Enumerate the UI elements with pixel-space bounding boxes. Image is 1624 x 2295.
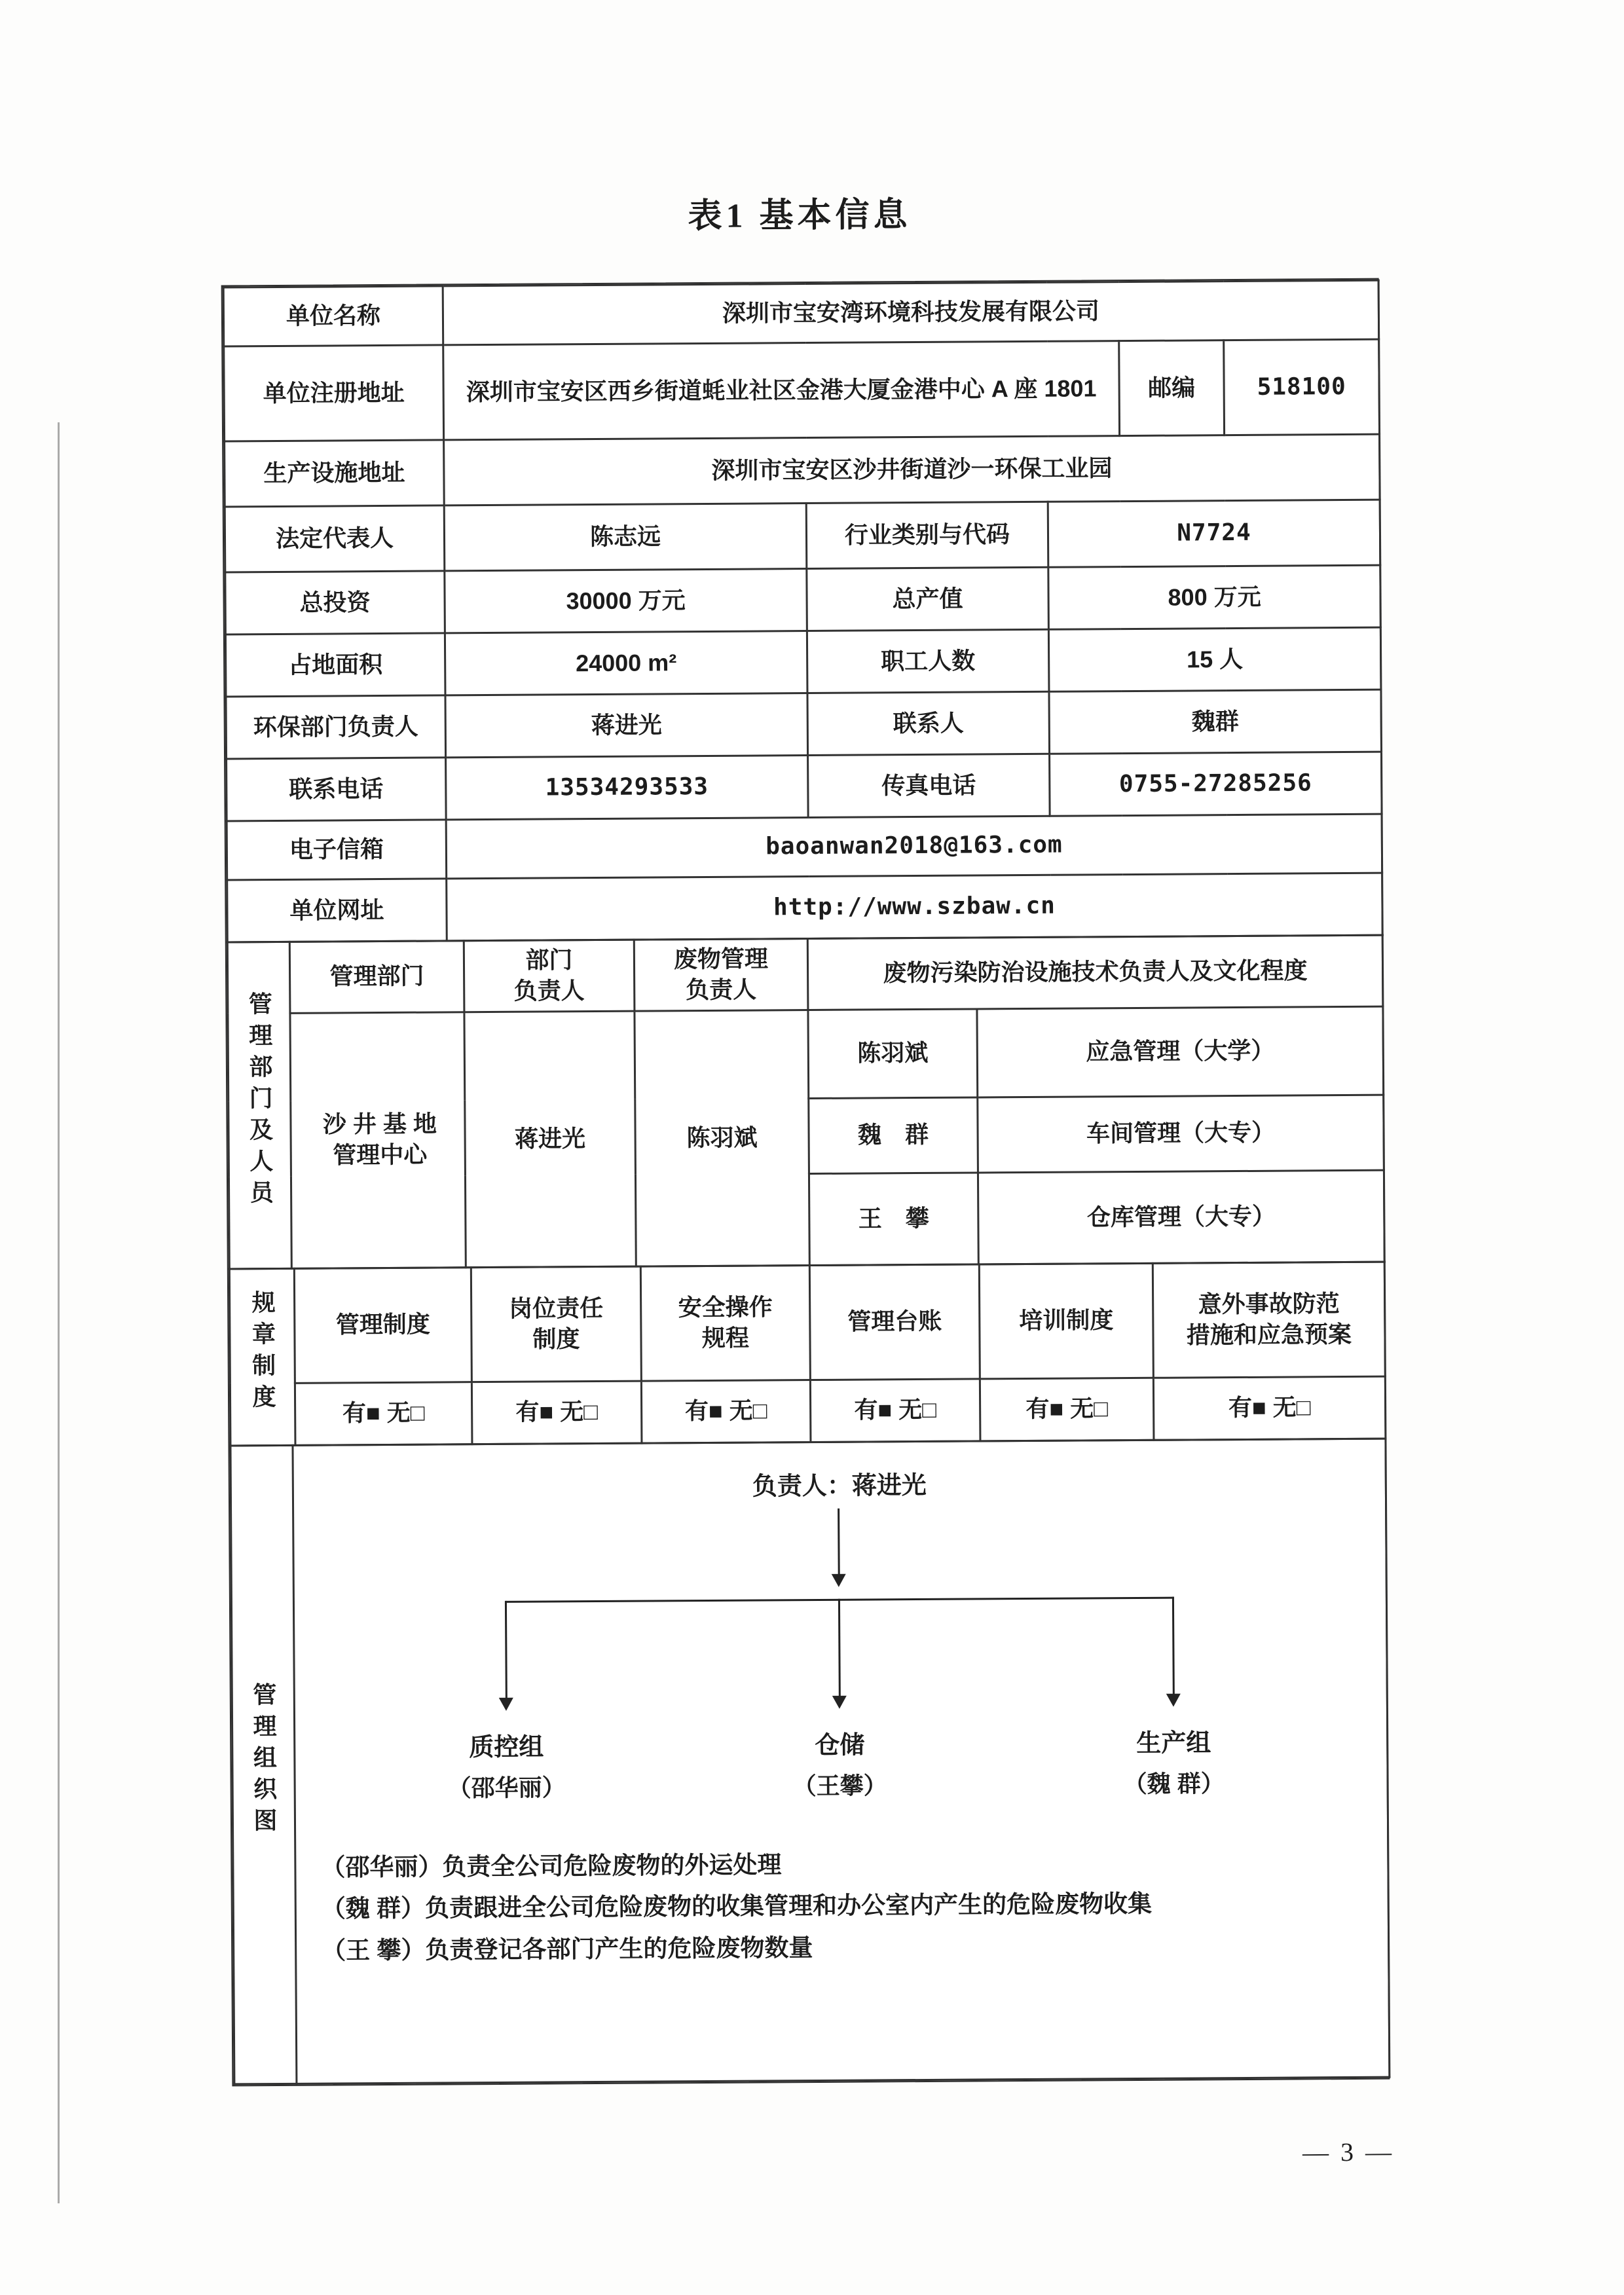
website-label: 单位网址 <box>227 879 447 942</box>
email-label: 电子信箱 <box>227 820 447 880</box>
col-waste-head-line1: 废物管理 <box>673 945 769 973</box>
investment-value: 30000 万元 <box>445 569 807 633</box>
org-line-branch-right <box>1172 1596 1175 1695</box>
contact-label: 联系人 <box>807 691 1050 755</box>
industry-value: N7724 <box>1048 500 1380 567</box>
facility-address-value: 深圳市宝安区沙井街道沙一环保工业园 <box>444 434 1380 505</box>
waste-head-name: 陈羽斌 <box>635 1010 809 1266</box>
rule-header <box>294 1267 471 1383</box>
org-group-quality <box>401 1731 612 1804</box>
rule-header-line1: 安全操作 <box>678 1293 773 1321</box>
arrow-down-icon <box>1166 1693 1181 1706</box>
reg-address-label: 单位注册地址 <box>224 345 444 441</box>
arrow-down-icon <box>832 1695 847 1708</box>
col-dept-header: 管理部门 <box>289 941 464 1013</box>
org-note-line: （王 攀）负责登记各部门产生的危险废物数量 <box>322 1934 813 1964</box>
investment-label: 总投资 <box>225 571 445 634</box>
org-section-label <box>231 1445 297 2084</box>
legal-rep-value: 陈志远 <box>444 504 807 571</box>
org-leader: 负责人：蒋进光 <box>752 1471 927 1501</box>
dept-name-line1: 沙 井 基 地 <box>322 1110 437 1138</box>
staff-value: 15 人 <box>1048 627 1381 691</box>
tech-person-name: 陈羽斌 <box>808 1009 978 1099</box>
rule-status-checkbox: 有■ 无□ <box>810 1379 980 1442</box>
dept-head-name: 蒋进光 <box>464 1011 636 1268</box>
unit-name-label: 单位名称 <box>223 286 443 346</box>
postcode-value: 518100 <box>1224 339 1380 435</box>
unit-name-value: 深圳市宝安湾环境科技发展有限公司 <box>443 280 1379 345</box>
rule-header-line1: 管理制度 <box>335 1310 430 1338</box>
col-dept-head-line1: 部门 <box>525 946 573 974</box>
management-section-label-text: 管理部门及人员 <box>246 991 274 1212</box>
email-value: baoanwan2018@163.com <box>446 814 1382 879</box>
org-notes <box>321 1840 1363 1972</box>
tech-person-name: 王 攀 <box>809 1173 978 1266</box>
rule-status-checkbox: 有■ 无□ <box>980 1378 1154 1441</box>
page-number: — 3 — <box>1302 2137 1395 2167</box>
output-value: 800 万元 <box>1048 565 1381 629</box>
legal-rep-label: 法定代表人 <box>225 505 445 572</box>
rule-header <box>979 1263 1153 1379</box>
facility-address-label: 生产设施地址 <box>225 440 445 507</box>
management-table <box>227 934 1386 1270</box>
rule-header-line1: 管理台账 <box>847 1307 942 1335</box>
org-line-branch-middle <box>838 1598 841 1697</box>
rule-header-line2: 措施和应急预案 <box>1186 1320 1352 1349</box>
col-waste-head-line2: 负责人 <box>686 976 757 1003</box>
arrow-down-icon <box>499 1697 513 1710</box>
tech-person-role: 应急管理（大学） <box>977 1006 1384 1097</box>
fax-label: 传真电话 <box>808 754 1050 817</box>
area-label: 占地面积 <box>225 633 445 697</box>
col-dept-head-header <box>464 940 635 1012</box>
rule-status-checkbox: 有■ 无□ <box>641 1380 811 1443</box>
org-group-person: （魏 群） <box>1123 1770 1225 1798</box>
org-section-label-text: 管理组织图 <box>249 1681 278 1839</box>
org-group-title: 生产组 <box>1136 1729 1211 1757</box>
org-group-warehouse <box>735 1729 945 1802</box>
org-note-line: （魏 群）负责跟进全公司危险废物的收集管理和办公室内产生的危险废物收集 <box>321 1890 1153 1922</box>
rule-header-line1: 培训制度 <box>1019 1306 1114 1334</box>
arrow-down-icon <box>832 1573 846 1587</box>
env-head-label: 环保部门负责人 <box>226 695 446 759</box>
org-chart-area <box>293 1439 1390 2084</box>
rules-table <box>229 1260 1387 1446</box>
dept-name-line2: 管理中心 <box>333 1141 428 1169</box>
rule-status-checkbox: 有■ 无□ <box>295 1382 472 1445</box>
rule-status-checkbox: 有■ 无□ <box>1153 1376 1386 1440</box>
area-value: 24000 m² <box>445 631 807 695</box>
reg-address-value: 深圳市宝安区西乡街道蚝业社区金港大厦金港中心 A 座 1801 <box>443 341 1120 440</box>
phone-value: 13534293533 <box>446 756 809 820</box>
org-line-branch-left <box>505 1600 507 1698</box>
industry-label: 行业类别与代码 <box>806 502 1048 568</box>
contact-value: 魏群 <box>1049 689 1382 754</box>
org-chart-table <box>229 1437 1390 2085</box>
org-group-person: （王攀） <box>792 1772 887 1800</box>
website-value: http://www.szbaw.cn <box>447 873 1383 941</box>
rule-header-line2: 规程 <box>701 1324 750 1351</box>
postcode-label: 邮编 <box>1119 340 1225 436</box>
org-line-vertical-main <box>838 1508 840 1575</box>
dept-name-cell <box>290 1012 466 1268</box>
fax-value: 0755-27285256 <box>1050 752 1382 816</box>
env-head-value: 蒋进光 <box>445 693 808 758</box>
org-group-title: 仓储 <box>815 1731 865 1759</box>
org-group-production <box>1069 1727 1279 1800</box>
management-section-label <box>227 942 291 1268</box>
rule-header <box>809 1264 980 1380</box>
rule-header-line2: 制度 <box>532 1325 580 1353</box>
rule-status-checkbox: 有■ 无□ <box>471 1381 642 1444</box>
basic-info-table-frame <box>221 278 1390 2086</box>
col-dept-head-line2: 负责人 <box>513 976 585 1004</box>
tech-person-name: 魏 群 <box>809 1097 978 1174</box>
org-group-person: （邵华丽） <box>447 1774 566 1802</box>
tech-person-role: 车间管理（大专） <box>978 1095 1384 1173</box>
rule-header-line1: 意外事故防范 <box>1198 1289 1340 1318</box>
rules-section-label <box>229 1268 295 1446</box>
tech-person-role: 仓库管理（大专） <box>978 1170 1384 1264</box>
org-note-line: （邵华丽）负责全公司危险废物的外运处理 <box>321 1850 782 1881</box>
col-waste-head-header <box>634 939 808 1011</box>
org-group-title: 质控组 <box>469 1733 544 1761</box>
col-tech-header: 废物污染防治设施技术负责人及文化程度 <box>807 935 1383 1010</box>
rule-header <box>640 1265 810 1381</box>
table-title: 表1 基本信息 <box>688 196 912 236</box>
rules-section-label-text: 规章制度 <box>249 1290 277 1416</box>
phone-label: 联系电话 <box>227 758 447 821</box>
output-label: 总产值 <box>807 567 1049 631</box>
rule-header-line1: 岗位责任 <box>509 1294 604 1322</box>
rule-header <box>1153 1262 1385 1378</box>
staff-label: 职工人数 <box>807 629 1049 693</box>
rule-header <box>471 1266 641 1382</box>
basic-info-table <box>223 280 1384 944</box>
